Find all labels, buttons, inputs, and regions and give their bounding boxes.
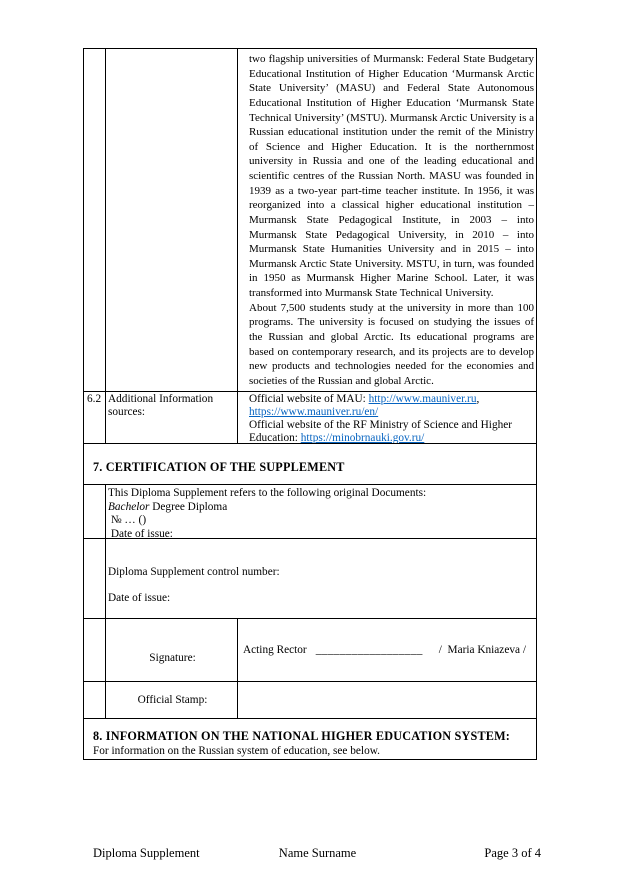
table-row-institution-info: [84, 49, 536, 391]
diploma-number-line: № … (): [108, 514, 147, 526]
cell-signature-content: [238, 619, 536, 681]
cell-additional-sources: [238, 392, 536, 443]
control-number-line: Diploma Supplement control number:: [108, 566, 280, 578]
cell-control-number: [106, 539, 536, 618]
degree-diploma-text: Degree Diploma: [149, 500, 228, 513]
control-date-line: Date of issue:: [108, 591, 171, 604]
link-prefix-text: Official website of the RF Ministry of Science and Higher: [249, 419, 513, 431]
cell-section-7: [84, 444, 536, 484]
cell-item-label-empty: [106, 49, 238, 391]
mau-english-website-link[interactable]: https://www.mauniver.ru/en/: [249, 406, 379, 418]
signatory-title: Acting Rector: [243, 644, 307, 656]
cell-row-number-empty: [84, 485, 106, 538]
documents-intro-line: This Diploma Supplement refers to the following original Documents:: [108, 487, 427, 499]
link-suffix-text: ,: [476, 393, 480, 405]
official-stamp-label: Official Stamp:: [106, 682, 238, 718]
cell-item-number-empty: [84, 49, 106, 391]
source-line: [249, 419, 534, 432]
table-row-signature: [84, 618, 536, 681]
link-prefix-text: Education:: [249, 432, 301, 443]
source-line: [249, 393, 534, 406]
signature-label: Signature:: [106, 619, 238, 681]
cell-item-label: Additional Information sources:: [106, 392, 238, 443]
cell-original-documents: [106, 485, 536, 538]
footer-student-name: Name Surname: [278, 846, 357, 860]
footer-page-number: Page 3 of 4: [484, 846, 541, 860]
cell-item-number: 6.2: [84, 392, 106, 443]
table-row-original-documents: [84, 484, 536, 538]
institution-paragraph-1: two flagship universities of Murmansk: Federal State Budgetary Educational Institution of Higher Education ‘Murmansk Arctic State University’ (MASU) and Federal State Autonomous Educational Institution of Higher Education ‘Murmansk State Technical University’ (MSTU). Murmansk Arctic University is a Russian educational institution under the remit of the Ministry of Science and Higher Education. It is the northernmost university in Russia and one of the leading educational and scientific centres of the Russian North. MASU was founded in 1939 as a two-year part-time teacher institute. In 1956, it was reorganized into a classical higher educational institution – Murmansk State Pedagogical Institute, in 2003 – into Murmansk State Pedagogical University, in 2010 – into Murmansk State Humanities University and in 2015 – into Murmansk Arctic State University. MSTU, in turn, was founded in 1950 as Murmansk Higher Marine School. Later, it was transformed into Murmansk State Technical University.: [249, 53, 534, 299]
section-8-note: For information on the Russian system of education, see below.: [93, 745, 380, 757]
degree-diploma-line: [108, 501, 536, 515]
source-line: [249, 432, 534, 443]
signature-blank-line: __________________: [315, 644, 423, 656]
footer-document-title: Diploma Supplement: [93, 846, 200, 860]
section-7-heading: 7. CERTIFICATION OF THE SUPPLEMENT: [93, 460, 345, 474]
signatory-name: / Maria Kniazeva /: [438, 644, 526, 656]
table-row-6-2: [84, 391, 536, 443]
mau-website-link[interactable]: http://www.mauniver.ru: [368, 393, 477, 405]
cell-stamp-area-empty: [238, 682, 536, 718]
diploma-supplement-table: [83, 48, 537, 760]
cell-row-number-empty: [84, 539, 106, 618]
table-row-section-8: [84, 718, 536, 759]
institution-paragraph-2: About 7,500 students study at the university in more than 100 programs. The university is focused on studying the issues of the Russian and global Arctic. Its educational programs are based on contemporary research, and its projects are to develop new products and technologies needed for the economies and societies of the Russian and global Arctic.: [249, 301, 534, 387]
degree-type-italic: Bachelor: [108, 500, 150, 513]
cell-institution-description: [238, 49, 536, 391]
date-of-issue-line: Date of issue:: [108, 527, 173, 538]
cell-row-number-empty: [84, 682, 106, 718]
ministry-website-link[interactable]: https://minobrnauki.gov.ru/: [300, 432, 425, 443]
cell-section-8: [84, 719, 536, 759]
table-row-control-number: [84, 538, 536, 618]
section-8-heading: 8. INFORMATION ON THE NATIONAL HIGHER EDUCATION SYSTEM:: [93, 729, 511, 743]
link-prefix-text: Official website of MAU:: [249, 393, 369, 405]
table-row-official-stamp: [84, 681, 536, 718]
table-row-section-7-heading: [84, 443, 536, 484]
source-line: [249, 406, 534, 419]
cell-row-number-empty: [84, 619, 106, 681]
